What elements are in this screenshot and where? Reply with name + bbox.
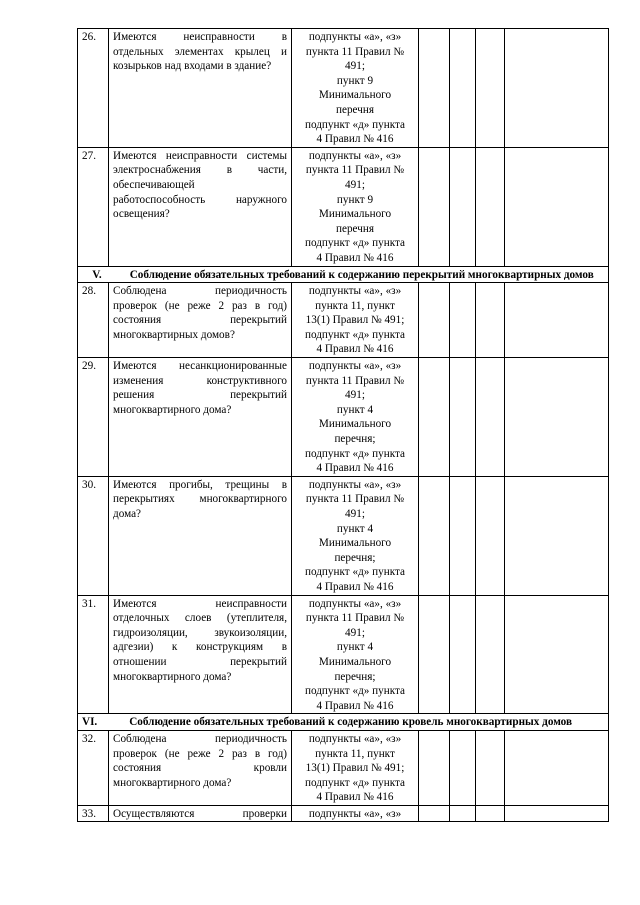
table-row bbox=[78, 805, 609, 822]
table-row bbox=[78, 147, 609, 266]
section-header-row bbox=[78, 266, 609, 283]
table-row bbox=[78, 358, 609, 477]
notes-cell[interactable] bbox=[505, 147, 609, 266]
legal-reference: подпункты «а», «з» пункта 11 Правил № 491; пункт 4 Минимального перечня; подпункт «д» пункта 4 Правил № 416 bbox=[292, 595, 419, 714]
notes-cell[interactable] bbox=[505, 595, 609, 714]
table-row bbox=[78, 29, 609, 148]
question-text: Соблюдена периодичность проверок (не реже 2 раз в год) состояния кровли многоквартирного дома? bbox=[109, 730, 292, 805]
section-number: V. bbox=[92, 268, 102, 281]
notes-cell[interactable] bbox=[505, 358, 609, 477]
legal-reference: подпункты «а», «з» bbox=[292, 805, 419, 822]
notes-cell[interactable] bbox=[505, 29, 609, 148]
item-number: 28. bbox=[78, 283, 109, 358]
section-header bbox=[78, 266, 609, 283]
answer-na-cell[interactable] bbox=[476, 29, 505, 148]
answer-yes-cell[interactable] bbox=[419, 476, 450, 595]
question-text: Имеются неисправности отделочных слоев (утеплителя, гидроизоляции, звукоизоляции, адгезии) к конструкциям в отношении перекрытий многоквартирного дома? bbox=[109, 595, 292, 714]
item-number: 27. bbox=[78, 147, 109, 266]
question-text: Имеются несанкционированные изменения конструктивного решения перекрытий многоквартирного дома? bbox=[109, 358, 292, 477]
answer-yes-cell[interactable] bbox=[419, 595, 450, 714]
answer-yes-cell[interactable] bbox=[419, 283, 450, 358]
legal-reference: подпункты «а», «з» пункта 11 Правил № 491; пункт 9 Минимального перечня подпункт «д» пункта 4 Правил № 416 bbox=[292, 147, 419, 266]
answer-no-cell[interactable] bbox=[450, 283, 476, 358]
question-text: Имеются неисправности в отдельных элементах крылец и козырьков над входами в здание? bbox=[109, 29, 292, 148]
notes-cell[interactable] bbox=[505, 730, 609, 805]
notes-cell[interactable] bbox=[505, 476, 609, 595]
question-text: Соблюдена периодичность проверок (не реже 2 раз в год) состояния перекрытий многоквартирных домов? bbox=[109, 283, 292, 358]
checklist-table bbox=[77, 28, 609, 822]
answer-no-cell[interactable] bbox=[450, 476, 476, 595]
answer-na-cell[interactable] bbox=[476, 147, 505, 266]
answer-no-cell[interactable] bbox=[450, 358, 476, 477]
answer-yes-cell[interactable] bbox=[419, 805, 450, 822]
table-row bbox=[78, 595, 609, 714]
legal-reference: подпункты «а», «з» пункта 11 Правил № 491; пункт 4 Минимального перечня; подпункт «д» пункта 4 Правил № 416 bbox=[292, 476, 419, 595]
item-number: 33. bbox=[78, 805, 109, 822]
table-row bbox=[78, 283, 609, 358]
answer-na-cell[interactable] bbox=[476, 595, 505, 714]
notes-cell[interactable] bbox=[505, 805, 609, 822]
item-number: 26. bbox=[78, 29, 109, 148]
item-number: 29. bbox=[78, 358, 109, 477]
table-row bbox=[78, 730, 609, 805]
checklist-body bbox=[78, 29, 609, 822]
answer-yes-cell[interactable] bbox=[419, 730, 450, 805]
answer-na-cell[interactable] bbox=[476, 805, 505, 822]
notes-cell[interactable] bbox=[505, 283, 609, 358]
table-row bbox=[78, 476, 609, 595]
answer-na-cell[interactable] bbox=[476, 358, 505, 477]
item-number: 32. bbox=[78, 730, 109, 805]
answer-no-cell[interactable] bbox=[450, 730, 476, 805]
answer-no-cell[interactable] bbox=[450, 595, 476, 714]
answer-no-cell[interactable] bbox=[450, 29, 476, 148]
answer-no-cell[interactable] bbox=[450, 147, 476, 266]
item-number: 31. bbox=[78, 595, 109, 714]
question-text: Осуществляются проверки bbox=[109, 805, 292, 822]
section-title: Соблюдение обязательных требований к содержанию перекрытий многоквартирных домов bbox=[129, 268, 594, 281]
legal-reference: подпункты «а», «з» пункта 11 Правил № 491; пункт 9 Минимального перечня подпункт «д» пункта 4 Правил № 416 bbox=[292, 29, 419, 148]
section-header-row bbox=[78, 714, 609, 731]
legal-reference: подпункты «а», «з» пункта 11, пункт 13(1) Правил № 491; подпункт «д» пункта 4 Правил № 416 bbox=[292, 730, 419, 805]
answer-yes-cell[interactable] bbox=[419, 358, 450, 477]
section-header bbox=[78, 714, 609, 731]
legal-reference: подпункты «а», «з» пункта 11, пункт 13(1) Правил № 491; подпункт «д» пункта 4 Правил № 416 bbox=[292, 283, 419, 358]
answer-yes-cell[interactable] bbox=[419, 29, 450, 148]
section-title: Соблюдение обязательных требований к содержанию кровель многоквартирных домов bbox=[129, 716, 573, 729]
answer-na-cell[interactable] bbox=[476, 283, 505, 358]
legal-reference: подпункты «а», «з» пункта 11 Правил № 491; пункт 4 Минимального перечня; подпункт «д» пункта 4 Правил № 416 bbox=[292, 358, 419, 477]
question-text: Имеются неисправности системы электроснабжения в части, обеспечивающей работоспособность наружного освещения? bbox=[109, 147, 292, 266]
section-number: VI. bbox=[82, 716, 98, 729]
answer-na-cell[interactable] bbox=[476, 476, 505, 595]
item-number: 30. bbox=[78, 476, 109, 595]
answer-na-cell[interactable] bbox=[476, 730, 505, 805]
question-text: Имеются прогибы, трещины в перекрытиях многоквартирного дома? bbox=[109, 476, 292, 595]
answer-yes-cell[interactable] bbox=[419, 147, 450, 266]
answer-no-cell[interactable] bbox=[450, 805, 476, 822]
